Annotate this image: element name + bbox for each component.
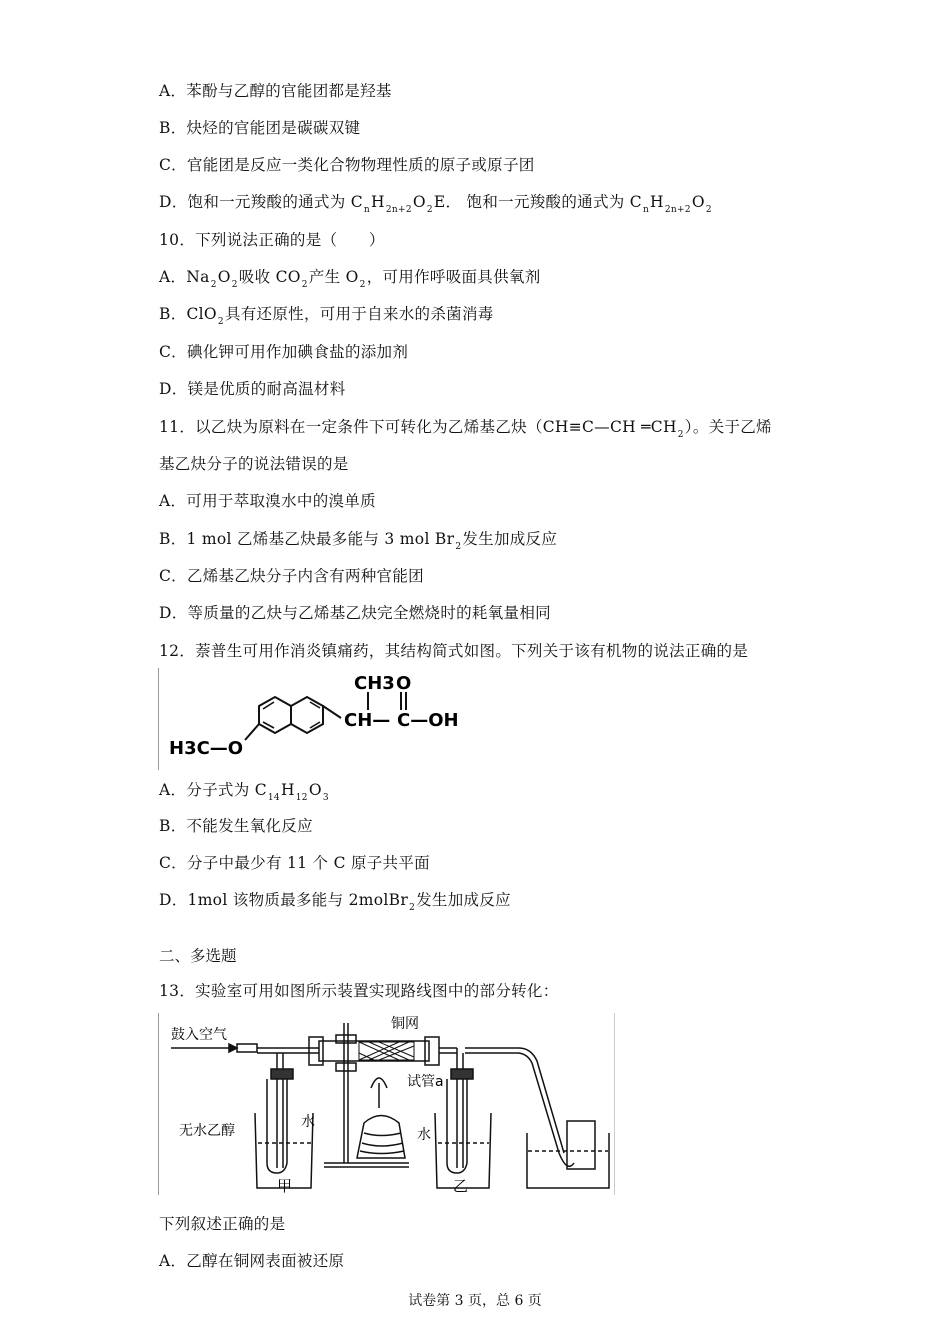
cooh-label: C—OH	[397, 710, 459, 731]
q10-option-b: B．ClO$_2$具有还原性，可用于自来水的杀菌消毒	[159, 305, 494, 327]
apparatus-figure	[158, 1013, 615, 1195]
q11-stem-line1: 11．以乙炔为原料在一定条件下可转化为乙烯基乙炔（CH≡C—CH $═CH_2$）。关于乙烯	[159, 418, 772, 440]
q12-option-a: A．分子式为 $C_{14}H_{12}O_3$	[159, 781, 329, 803]
q11-stem-line2: 基乙炔分子的说法错误的是	[159, 455, 349, 473]
naproxen-structure-figure	[158, 668, 467, 770]
label-water-yi: 水	[417, 1127, 431, 1143]
q12-option-b: B．不能发生氧化反应	[159, 817, 313, 835]
q12-option-d: D．1mol 该物质最多能与 2molBr$_2$发生加成反应	[159, 891, 511, 913]
naproxen-structure-svg	[159, 668, 467, 770]
q13-stem: 13．实验室可用如图所示装置实现路线图中的部分转化：	[159, 982, 559, 1000]
q9-option-b: B．炔烃的官能团是碳碳双键	[159, 119, 361, 137]
ch-label: CH—	[344, 710, 391, 731]
ring-right	[291, 697, 323, 733]
q10-option-d: D．镁是优质的耐高温材料	[159, 380, 346, 398]
q13-after-figure: 下列叙述正确的是	[159, 1215, 286, 1233]
section-heading-multiple-choice: 二、多选题	[159, 947, 237, 965]
q9-option-a: A．苯酚与乙醇的官能团都是羟基	[159, 82, 392, 100]
q10-stem: 10．下列说法正确的是（ ）	[159, 231, 385, 249]
q13-option-a: A．乙醇在铜网表面被还原	[159, 1252, 345, 1270]
q10-option-c: C．碘化钾可用作加碘食盐的添加剂	[159, 343, 409, 361]
q11-option-c: C．乙烯基乙炔分子内含有两种官能团	[159, 567, 424, 585]
ch3-label: CH3	[354, 673, 395, 694]
page-footer: 试卷第 3 页，总 6 页	[408, 1293, 542, 1309]
q11-option-b: B．1 mol 乙烯基乙炔最多能与 3 mol $Br_2$发生加成反应	[159, 530, 558, 552]
apparatus-svg	[159, 1013, 614, 1195]
carbonyl-o-label: O	[396, 673, 412, 694]
label-air-inlet: 鼓入空气	[171, 1027, 227, 1043]
label-copper-mesh: 铜网	[391, 1016, 419, 1032]
q9-option-c: C．官能团是反应一类化合物物理性质的原子或原子团	[159, 156, 535, 174]
label-jia: 甲	[277, 1177, 293, 1195]
q10-option-a: A．$Na_2O_2$吸收 $CO_2$产生 $O_2$，可用作呼吸面具供氧剂	[159, 268, 541, 290]
label-water-jia: 水	[301, 1114, 315, 1130]
ring-left	[259, 697, 291, 733]
methoxy-label: H3C—O	[169, 738, 244, 759]
label-yi: 乙	[453, 1177, 469, 1195]
label-anhydrous-ethanol: 无水乙醇	[179, 1123, 235, 1139]
label-test-tube-a: 试管a	[407, 1074, 444, 1090]
q11-option-a: A．可用于萃取溴水中的溴单质	[159, 492, 376, 510]
q11-option-d: D．等质量的乙炔与乙烯基乙炔完全燃烧时的耗氧量相同	[159, 604, 551, 622]
q9-option-d: D．饱和一元羧酸的通式为 $C_nH_{2n+2}O_2E$． 饱和一元羧酸的通式为 $C_nH_{2n+2}O_2$	[159, 193, 712, 215]
q12-stem: 12．萘普生可用作消炎镇痛药，其结构简式如图。下列关于该有机物的说法正确的是	[159, 642, 749, 660]
q12-option-c: C．分子中最少有 11 个 C 原子共平面	[159, 854, 430, 872]
